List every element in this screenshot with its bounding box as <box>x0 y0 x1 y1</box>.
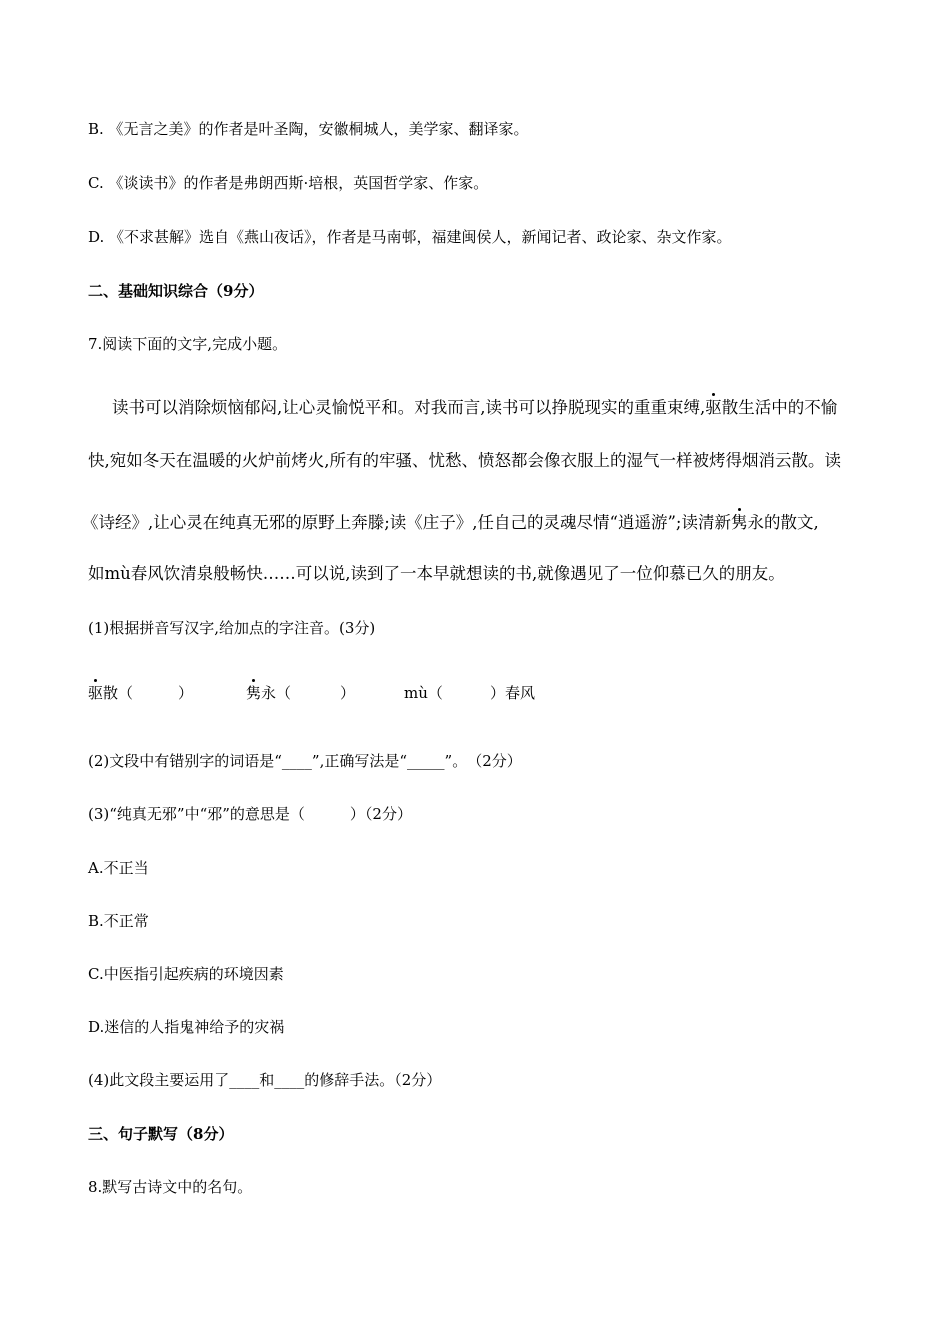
answer-item-text: 散（ <box>103 684 134 702</box>
option-d: D.迷信的人指鬼神给予的灾祸 <box>88 1018 285 1036</box>
passage-text: 《诗经》,让心灵在纯真无邪的原野上奔滕;读《庄子》,任自己的灵魂尽情“逍遥游”;读清新 <box>82 513 731 532</box>
passage-line-4: 如mù春风饮清泉般畅快……可以说,读到了一本早就想读的书,就像遇见了一位仰慕已久的朋友。 <box>88 564 785 583</box>
section-heading-basic-knowledge: 二、基础知识综合（9分） <box>88 282 264 300</box>
question-8-prompt: 8.默写古诗文中的名句。 <box>88 1178 253 1196</box>
sub-question-3-prompt: (3)“纯真无邪”中“邪”的意思是（ ）（2分） <box>88 805 412 823</box>
option-c: C.中医指引起疾病的环境因素 <box>88 965 284 983</box>
option-d-prev: D. 《不求甚解》选自《燕山夜话》，作者是马南邨，福建闽侯人，新闻记者、政论家、杂文作家。 <box>88 228 732 246</box>
question-7-prompt: 7.阅读下面的文字,完成小题。 <box>88 335 288 353</box>
dotted-char-juan: 隽 <box>246 684 262 702</box>
pinyin-answer-row <box>0 682 950 708</box>
dotted-char-juan: 隽 <box>731 511 748 535</box>
passage-text: 读书可以消除烦恼郁闷,让心灵愉悦平和。对我而言,读书可以挣脱现实的重重束缚, <box>112 398 706 417</box>
dotted-char-qu: 驱 <box>705 396 722 420</box>
passage-line-2: 快,宛如冬天在温暖的火炉前烤火,所有的牢骚、忧愁、愤怒都会像衣服上的湿气一样被烤得烟消云散。读 <box>88 451 841 470</box>
answer-item-chunfeng: ）春风 <box>490 684 536 702</box>
answer-blank-close-2: ） <box>340 684 356 702</box>
answer-item-text: 永（ <box>261 684 292 702</box>
passage-line-3 <box>82 511 819 535</box>
option-b-prev: B. 《无言之美》的作者是叶圣陶，安徽桐城人，美学家、翻译家。 <box>88 120 529 138</box>
section-heading-sentence-dictation: 三、句子默写（8分） <box>88 1125 234 1143</box>
sub-question-2: (2)文段中有错别字的词语是“____”,正确写法是“_____”。 （2分） <box>88 752 522 770</box>
option-a: A.不正当 <box>88 859 149 877</box>
passage-text: 散生活中的不愉 <box>721 398 838 417</box>
passage-line-1 <box>112 396 837 420</box>
answer-item-mu: mù（ <box>404 684 443 702</box>
dotted-char-qu: 驱 <box>88 684 104 702</box>
passage-text: 永的散文, <box>747 513 819 532</box>
answer-item-qu <box>88 682 133 704</box>
answer-item-juan <box>246 682 291 704</box>
option-c-prev: C. 《谈读书》的作者是弗朗西斯·培根，英国哲学家、作家。 <box>88 174 489 192</box>
option-b: B.不正常 <box>88 912 149 930</box>
sub-question-4: (4)此文段主要运用了____和____的修辞手法。（2分） <box>88 1071 442 1089</box>
sub-question-1-prompt: (1)根据拼音写汉字,给加点的字注音。(3分) <box>88 619 376 637</box>
answer-blank-close-1: ） <box>178 684 194 702</box>
